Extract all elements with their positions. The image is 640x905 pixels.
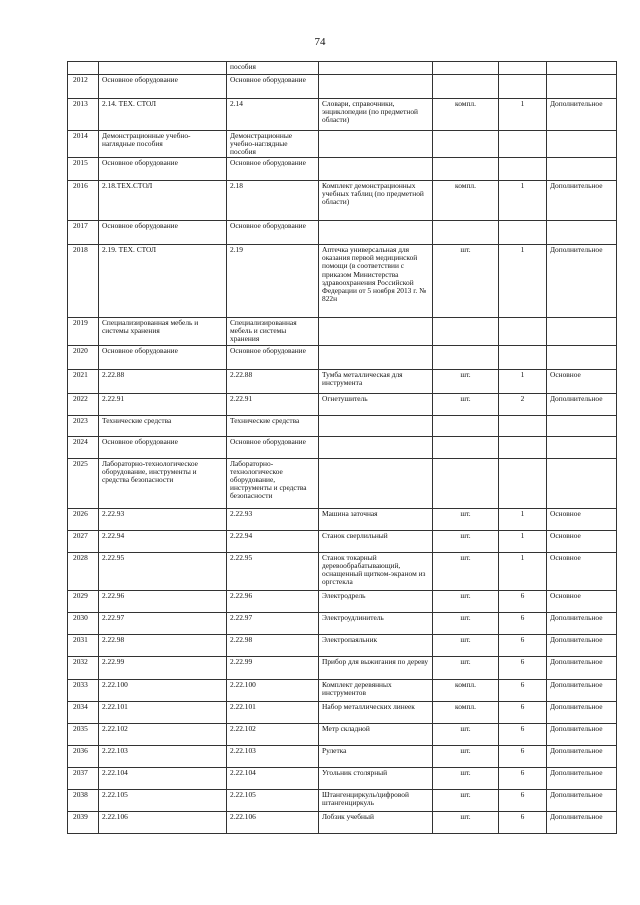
unit-cell — [433, 158, 499, 181]
table-row — [68, 634, 617, 656]
unit-cell: компл. — [433, 701, 499, 723]
quantity-cell: 6 — [499, 612, 547, 634]
item-description-cell — [319, 221, 433, 245]
equipment-type-cell: Дополнительное — [547, 745, 617, 767]
equipment-type-cell: Дополнительное — [547, 393, 617, 415]
row-number-cell: 2017 — [68, 221, 99, 245]
item-description-cell — [319, 436, 433, 458]
table-row — [68, 767, 617, 789]
table-row — [68, 508, 617, 530]
section-name-cell: Основное оборудование — [99, 221, 227, 245]
unit-cell: шт. — [433, 634, 499, 656]
quantity-cell — [499, 436, 547, 458]
item-code-cell: Основное оборудование — [227, 436, 319, 458]
quantity-cell: 1 — [499, 245, 547, 318]
row-number-cell: 2019 — [68, 318, 99, 345]
item-description-cell — [319, 458, 433, 508]
item-code-cell: Лабораторно-технологическое оборудование, инструменты и средства безопасности — [227, 458, 319, 508]
row-number-cell: 2020 — [68, 345, 99, 369]
equipment-type-cell — [547, 345, 617, 369]
row-number-cell: 2032 — [68, 656, 99, 679]
quantity-cell: 1 — [499, 369, 547, 393]
item-description-cell — [319, 345, 433, 369]
item-description-cell: Электроудлинитель — [319, 612, 433, 634]
unit-cell: шт. — [433, 656, 499, 679]
section-name-cell: 2.22.99 — [99, 656, 227, 679]
table-row — [68, 393, 617, 415]
quantity-cell — [499, 318, 547, 345]
section-name-cell: 2.22.104 — [99, 767, 227, 789]
section-name-cell: 2.22.91 — [99, 393, 227, 415]
quantity-cell — [499, 131, 547, 158]
row-number-cell: 2022 — [68, 393, 99, 415]
row-number-cell: 2014 — [68, 131, 99, 158]
equipment-type-cell: Дополнительное — [547, 767, 617, 789]
table-row — [68, 789, 617, 811]
item-description-cell — [319, 131, 433, 158]
table-row — [68, 458, 617, 508]
section-name-cell: 2.22.93 — [99, 508, 227, 530]
row-number-cell: 2031 — [68, 634, 99, 656]
quantity-cell: 6 — [499, 701, 547, 723]
row-number-cell: 2033 — [68, 679, 99, 701]
row-number-cell: 2029 — [68, 590, 99, 612]
table-row — [68, 745, 617, 767]
item-description-cell: Станок токарный деревообрабатывающий, оснащенный щитком-экраном из оргстекла — [319, 552, 433, 590]
table-row — [68, 701, 617, 723]
quantity-cell: 6 — [499, 679, 547, 701]
item-description-cell: Штангенциркуль/цифровой штангенциркуль — [319, 789, 433, 811]
quantity-cell: 6 — [499, 767, 547, 789]
section-name-cell: 2.22.88 — [99, 369, 227, 393]
item-description-cell: Комплект деревянных инструментов — [319, 679, 433, 701]
item-description-cell: Электродрель — [319, 590, 433, 612]
section-name-cell: Основное оборудование — [99, 75, 227, 99]
quantity-cell — [499, 62, 547, 75]
item-code-cell: 2.18 — [227, 181, 319, 221]
quantity-cell — [499, 221, 547, 245]
table-row — [68, 62, 617, 75]
unit-cell — [433, 221, 499, 245]
row-number-cell: 2028 — [68, 552, 99, 590]
item-description-cell — [319, 75, 433, 99]
page-number: 74 — [314, 36, 326, 48]
equipment-type-cell — [547, 75, 617, 99]
unit-cell: шт. — [433, 745, 499, 767]
item-description-cell: Рулетка — [319, 745, 433, 767]
section-name-cell: Технические средства — [99, 415, 227, 436]
equipment-type-cell — [547, 158, 617, 181]
unit-cell — [433, 345, 499, 369]
unit-cell: компл. — [433, 679, 499, 701]
section-name-cell: 2.22.98 — [99, 634, 227, 656]
equipment-type-cell: Дополнительное — [547, 811, 617, 833]
item-code-cell: 2.22.98 — [227, 634, 319, 656]
quantity-cell: 6 — [499, 811, 547, 833]
unit-cell: шт. — [433, 245, 499, 318]
quantity-cell — [499, 458, 547, 508]
item-code-cell: 2.22.91 — [227, 393, 319, 415]
row-number-cell: 2025 — [68, 458, 99, 508]
row-number-cell — [68, 62, 99, 75]
section-name-cell: 2.22.103 — [99, 745, 227, 767]
item-description-cell: Огнетушитель — [319, 393, 433, 415]
table-row — [68, 245, 617, 318]
table-row — [68, 369, 617, 393]
item-description-cell — [319, 318, 433, 345]
item-code-cell: 2.22.100 — [227, 679, 319, 701]
quantity-cell: 6 — [499, 656, 547, 679]
section-name-cell: 2.22.95 — [99, 552, 227, 590]
item-code-cell: 2.22.103 — [227, 745, 319, 767]
quantity-cell: 1 — [499, 508, 547, 530]
section-name-cell: 2.18.ТЕХ.СТОЛ — [99, 181, 227, 221]
equipment-type-cell: Дополнительное — [547, 701, 617, 723]
quantity-cell: 6 — [499, 723, 547, 745]
equipment-type-cell — [547, 436, 617, 458]
unit-cell: шт. — [433, 789, 499, 811]
row-number-cell: 2036 — [68, 745, 99, 767]
item-code-cell: Основное оборудование — [227, 158, 319, 181]
item-code-cell: 2.22.101 — [227, 701, 319, 723]
unit-cell: шт. — [433, 393, 499, 415]
item-description-cell: Прибор для выжигания по дереву — [319, 656, 433, 679]
section-name-cell: 2.22.97 — [99, 612, 227, 634]
table-row — [68, 590, 617, 612]
section-name-cell: Демонстрационные учебно-наглядные пособия — [99, 131, 227, 158]
item-description-cell — [319, 62, 433, 75]
section-name-cell: Основное оборудование — [99, 345, 227, 369]
equipment-type-cell: Основное — [547, 590, 617, 612]
section-name-cell: 2.22.105 — [99, 789, 227, 811]
equipment-type-cell: Дополнительное — [547, 181, 617, 221]
item-description-cell: Набор металлических линеек — [319, 701, 433, 723]
unit-cell — [433, 75, 499, 99]
table-row — [68, 75, 617, 99]
table-row — [68, 723, 617, 745]
item-description-cell — [319, 415, 433, 436]
row-number-cell: 2030 — [68, 612, 99, 634]
row-number-cell: 2016 — [68, 181, 99, 221]
row-number-cell: 2039 — [68, 811, 99, 833]
section-name-cell — [99, 62, 227, 75]
table-row — [68, 612, 617, 634]
quantity-cell: 6 — [499, 590, 547, 612]
table-row — [68, 158, 617, 181]
unit-cell: шт. — [433, 723, 499, 745]
item-code-cell: 2.22.104 — [227, 767, 319, 789]
item-code-cell: Основное оборудование — [227, 221, 319, 245]
equipment-type-cell — [547, 318, 617, 345]
section-name-cell: 2.22.94 — [99, 530, 227, 552]
unit-cell — [433, 131, 499, 158]
item-description-cell: Метр складной — [319, 723, 433, 745]
row-number-cell: 2023 — [68, 415, 99, 436]
unit-cell — [433, 62, 499, 75]
row-number-cell: 2015 — [68, 158, 99, 181]
equipment-type-cell — [547, 458, 617, 508]
table-row — [68, 318, 617, 345]
equipment-type-cell: Основное — [547, 530, 617, 552]
item-code-cell: 2.22.106 — [227, 811, 319, 833]
equipment-type-cell: Дополнительное — [547, 245, 617, 318]
quantity-cell: 1 — [499, 99, 547, 131]
equipment-type-cell — [547, 221, 617, 245]
table-row — [68, 530, 617, 552]
item-code-cell: Специализированная мебель и системы хранения — [227, 318, 319, 345]
quantity-cell: 6 — [499, 634, 547, 656]
table-row — [68, 436, 617, 458]
item-code-cell: Демонстрационные учебно-наглядные пособия — [227, 131, 319, 158]
equipment-type-cell: Основное — [547, 552, 617, 590]
unit-cell: компл. — [433, 99, 499, 131]
section-name-cell: 2.22.106 — [99, 811, 227, 833]
unit-cell — [433, 415, 499, 436]
unit-cell: шт. — [433, 530, 499, 552]
item-code-cell: 2.22.93 — [227, 508, 319, 530]
table-row — [68, 679, 617, 701]
section-name-cell: Основное оборудование — [99, 158, 227, 181]
item-code-cell: 2.22.88 — [227, 369, 319, 393]
table-row — [68, 99, 617, 131]
item-description-cell: Словари, справочники, энциклопедии (по предметной области) — [319, 99, 433, 131]
table-row — [68, 221, 617, 245]
item-code-cell: 2.22.94 — [227, 530, 319, 552]
row-number-cell: 2037 — [68, 767, 99, 789]
quantity-cell — [499, 158, 547, 181]
item-code-cell: 2.22.105 — [227, 789, 319, 811]
item-description-cell: Машина заточная — [319, 508, 433, 530]
item-code-cell: Основное оборудование — [227, 75, 319, 99]
equipment-type-cell: Основное — [547, 508, 617, 530]
item-code-cell: 2.19 — [227, 245, 319, 318]
equipment-type-cell — [547, 62, 617, 75]
item-description-cell: Угольник столярный — [319, 767, 433, 789]
quantity-cell — [499, 415, 547, 436]
unit-cell: шт. — [433, 811, 499, 833]
section-name-cell: 2.22.101 — [99, 701, 227, 723]
unit-cell: компл. — [433, 181, 499, 221]
section-name-cell: 2.22.96 — [99, 590, 227, 612]
item-code-cell: 2.22.99 — [227, 656, 319, 679]
item-description-cell: Тумба металлическая для инструмента — [319, 369, 433, 393]
unit-cell — [433, 318, 499, 345]
quantity-cell: 1 — [499, 181, 547, 221]
quantity-cell: 6 — [499, 789, 547, 811]
unit-cell: шт. — [433, 590, 499, 612]
row-number-cell: 2027 — [68, 530, 99, 552]
equipment-table — [67, 61, 617, 834]
item-description-cell: Станок сверлильный — [319, 530, 433, 552]
equipment-type-cell: Дополнительное — [547, 656, 617, 679]
item-code-cell: 2.22.97 — [227, 612, 319, 634]
row-number-cell: 2012 — [68, 75, 99, 99]
quantity-cell: 1 — [499, 530, 547, 552]
quantity-cell — [499, 75, 547, 99]
equipment-type-cell — [547, 415, 617, 436]
section-name-cell: 2.22.102 — [99, 723, 227, 745]
table-row — [68, 345, 617, 369]
row-number-cell: 2018 — [68, 245, 99, 318]
equipment-type-cell — [547, 131, 617, 158]
item-code-cell: 2.14 — [227, 99, 319, 131]
quantity-cell: 1 — [499, 552, 547, 590]
table-row — [68, 415, 617, 436]
item-code-cell: Технические средства — [227, 415, 319, 436]
equipment-type-cell: Дополнительное — [547, 634, 617, 656]
item-code-cell: 2.22.95 — [227, 552, 319, 590]
row-number-cell: 2024 — [68, 436, 99, 458]
equipment-type-cell: Дополнительное — [547, 99, 617, 131]
quantity-cell — [499, 345, 547, 369]
table-row — [68, 181, 617, 221]
equipment-type-cell: Дополнительное — [547, 789, 617, 811]
unit-cell: шт. — [433, 612, 499, 634]
item-code-cell: 2.22.102 — [227, 723, 319, 745]
item-code-cell: Основное оборудование — [227, 345, 319, 369]
section-name-cell: 2.22.100 — [99, 679, 227, 701]
equipment-type-cell: Дополнительное — [547, 612, 617, 634]
section-name-cell: 2.14. ТЕХ. СТОЛ — [99, 99, 227, 131]
item-description-cell: Лобзик учебный — [319, 811, 433, 833]
item-code-cell: 2.22.96 — [227, 590, 319, 612]
row-number-cell: 2013 — [68, 99, 99, 131]
table-row — [68, 811, 617, 833]
unit-cell: шт. — [433, 767, 499, 789]
section-name-cell: Лабораторно-технологическое оборудование, инструменты и средства безопасности — [99, 458, 227, 508]
unit-cell: шт. — [433, 369, 499, 393]
equipment-type-cell: Основное — [547, 369, 617, 393]
item-description-cell — [319, 158, 433, 181]
table-row — [68, 131, 617, 158]
unit-cell: шт. — [433, 508, 499, 530]
quantity-cell: 6 — [499, 745, 547, 767]
row-number-cell: 2034 — [68, 701, 99, 723]
row-number-cell: 2026 — [68, 508, 99, 530]
section-name-cell: 2.19. ТЕХ. СТОЛ — [99, 245, 227, 318]
row-number-cell: 2021 — [68, 369, 99, 393]
item-description-cell: Электропаяльник — [319, 634, 433, 656]
table-row — [68, 552, 617, 590]
row-number-cell: 2035 — [68, 723, 99, 745]
unit-cell — [433, 458, 499, 508]
equipment-type-cell: Дополнительное — [547, 723, 617, 745]
section-name-cell: Основное оборудование — [99, 436, 227, 458]
unit-cell — [433, 436, 499, 458]
item-description-cell: Аптечка универсальная для оказания первой медицинской помощи (в соответствии с приказом Министерства здравоохранения Российской Федерации от 5 ноября 2013 г. № 822н — [319, 245, 433, 318]
item-description-cell: Комплект демонстрационных учебных таблиц (по предметной области) — [319, 181, 433, 221]
quantity-cell: 2 — [499, 393, 547, 415]
section-name-cell: Специализированная мебель и системы хранения — [99, 318, 227, 345]
row-number-cell: 2038 — [68, 789, 99, 811]
item-code-cell: пособия — [227, 62, 319, 75]
table-row — [68, 656, 617, 679]
equipment-type-cell: Дополнительное — [547, 679, 617, 701]
unit-cell: шт. — [433, 552, 499, 590]
